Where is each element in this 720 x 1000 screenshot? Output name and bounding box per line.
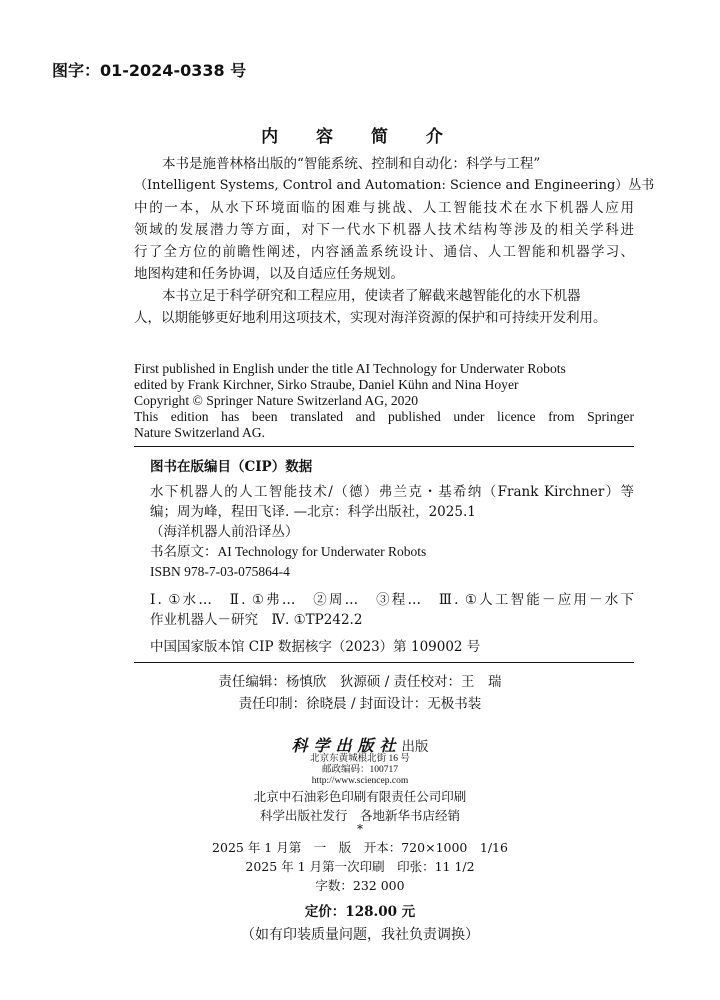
cip-line: 书名原文：AI Technology for Underwater Robots	[150, 544, 427, 559]
publisher-address: 北京东黄城根北街 16 号	[310, 754, 410, 764]
intro-line: （Intelligent Systems, Control and Automation: Science and Engineering）丛书	[134, 178, 655, 193]
intro-line: 行了全方位的前瞻性阐述，内容涵盖系统设计、通信、人工智能和机器学习、	[134, 244, 634, 260]
intro-line: 领域的发展潜力等方面，对下一代水下机器人技术结构等涉及的相关学科进	[134, 222, 634, 238]
cip-line: 编；周为峰，程田飞译. —北京：科学出版社，2025.1	[150, 504, 476, 520]
intro-line: 本书是施普林格出版的“智能系统、控制和自动化：科学与工程”	[162, 156, 541, 172]
english-rights-line: edited by Frank Kirchner, Sirko Straube, Daniel Kühn and Nina Hoyer	[134, 377, 519, 392]
printing-line: 2025 年 1 月第一次印刷 印张：11 1/2	[245, 859, 475, 874]
editor-credits: 责任编辑：杨慎欣 狄源硕 / 责任校对：王 瑞	[218, 674, 502, 690]
quality-notice: （如有印装质量问题，我社负责调换）	[241, 927, 479, 943]
english-rights-line: This edition has been translated and published under licence from Springer	[134, 409, 634, 424]
cip-line: 中国国家版本馆 CIP 数据核字（2023）第 109002 号	[150, 639, 481, 655]
price: 定价：128.00 元	[304, 904, 416, 920]
cip-line: 水下机器人的人工智能技术/（德）弗兰克・基希纳（Frank Kirchner）等	[150, 484, 634, 500]
publisher-website: http://www.sciencep.com	[311, 776, 409, 786]
introduction-title: 内 容 简 介	[261, 127, 459, 147]
publisher-line	[0, 733, 720, 756]
english-rights-line: First published in English under the title AI Technology for Underwater Robots	[134, 361, 566, 376]
intro-line: 中的一本，从水下环境面临的困难与挑战、人工智能技术在水下机器人应用	[134, 200, 634, 216]
cip-line: 作业机器人－研究 Ⅳ. ①TP242.2	[150, 612, 363, 628]
publisher-logo: 科学出版社	[291, 736, 402, 755]
publisher-postcode: 邮政编码：100717	[321, 765, 398, 775]
english-rights-line: Nature Switzerland AG.	[134, 425, 265, 440]
separator-star: *	[357, 822, 363, 836]
intro-line: 地图构建和任务协调，以及自适应任务规划。	[134, 266, 404, 282]
cip-line: Ⅰ. ①水… Ⅱ. ①弗… ②周… ③程… Ⅲ. ①人工智能－应用－水下	[150, 592, 634, 608]
printer-line: 北京中石油彩色印刷有限责任公司印刷	[253, 789, 467, 804]
intro-line: 人，以期能够更好地利用这项技术，实现对海洋资源的保护和可持续开发利用。	[134, 310, 607, 326]
production-credits: 责任印制：徐晓晨 / 封面设计：无极书装	[238, 696, 482, 712]
cip-line: （海洋机器人前沿译丛）	[150, 524, 299, 540]
word-count: 字数：232 000	[315, 878, 405, 893]
distribution-line: 科学出版社发行 各地新华书店经销	[259, 808, 460, 823]
cip-line: ISBN 978-7-03-075864-4	[150, 564, 290, 579]
cip-bottom-rule	[134, 662, 634, 663]
registration-number: 图字：01-2024-0338 号	[52, 61, 247, 80]
cip-top-rule	[134, 446, 634, 447]
intro-line: 本书立足于科学研究和工程应用，使读者了解截来越智能化的水下机器	[162, 288, 581, 304]
edition-line: 2025 年 1 月第 一 版 开本：720×1000 1/16	[212, 840, 508, 855]
publisher-suffix: 出版	[401, 739, 429, 755]
english-rights-line: Copyright © Springer Nature Switzerland AG, 2020	[134, 393, 419, 408]
cip-heading: 图书在版编目（CIP）数据	[150, 459, 313, 475]
